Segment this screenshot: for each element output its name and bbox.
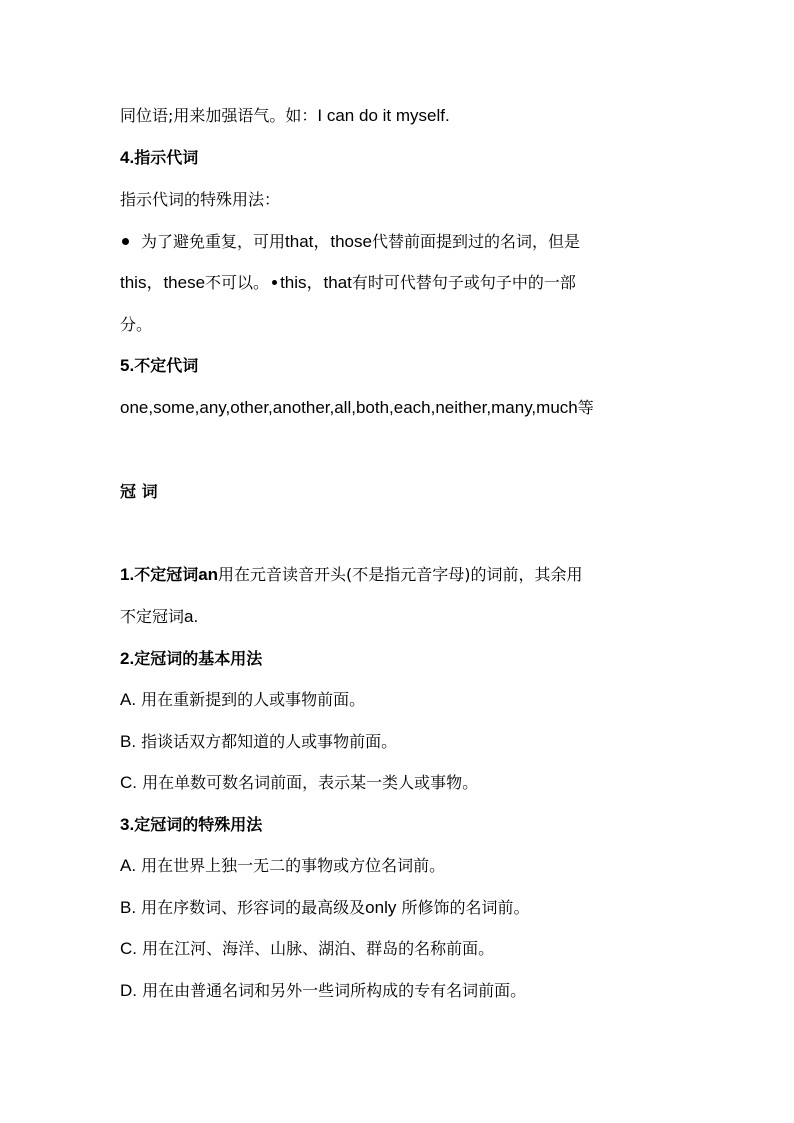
section-number: 5. (120, 356, 135, 375)
text-fragment: this，that (280, 273, 352, 292)
rule-number: 3. (120, 815, 135, 834)
text-fragment: an (198, 565, 219, 584)
text-fragment: this，these (120, 273, 206, 292)
article-rule-1-line-2 (120, 606, 198, 628)
article-rule-2-heading (120, 648, 262, 670)
item-letter: C. (120, 773, 137, 792)
article-rule-1-line-1 (120, 564, 583, 586)
list-item (120, 772, 478, 794)
item-letter: B. (120, 898, 137, 917)
section-number: 4. (120, 148, 135, 167)
item-text: 用在江河、海洋、山脉、湖泊、群岛的名称前面。 (142, 939, 495, 958)
item-text: 用在由普通名词和另外一些词所构成的专有名词前面。 (142, 981, 527, 1000)
rule-lead: 不定冠词 (134, 565, 199, 584)
list-item (120, 980, 526, 1002)
rule-title: 定冠词的基本用法 (134, 649, 263, 668)
item-text: 用在单数可数名词前面，表示某一类人或事物。 (142, 773, 479, 792)
item-letter: A. (120, 856, 137, 875)
rule-title: 定冠词的特殊用法 (134, 815, 263, 834)
item-letter: B. (120, 732, 137, 751)
section-5-list (120, 397, 594, 419)
list-item (120, 731, 397, 753)
text-fragment: 代替前面提到过的名词，但是 (371, 232, 580, 251)
text-fragment: only (365, 898, 397, 917)
item-text: 用在序数词、形容词的最高级及 (141, 898, 366, 917)
item-text: 所修饰的名词前。 (401, 898, 530, 917)
section-4-paragraph-line-1 (120, 231, 580, 253)
section-5-heading (120, 355, 198, 377)
section-4-heading (120, 147, 198, 169)
list-item (120, 855, 445, 877)
section-4-paragraph-line-2 (120, 272, 576, 294)
text-fragment: a. (184, 607, 199, 626)
list-item (120, 689, 365, 711)
intro-example: I can do it myself. (317, 106, 450, 125)
text-fragment: 不定冠词 (120, 607, 185, 626)
intro-text: 同位语;用来加强语气。如： (120, 106, 318, 125)
section-title: 指示代词 (134, 148, 199, 167)
item-letter: A. (120, 690, 137, 709)
section-4-paragraph-line-3: 分。 (120, 315, 153, 334)
item-text: 指谈话双方都知道的人或事物前面。 (141, 732, 398, 751)
text-fragment: that，those (285, 232, 372, 251)
rule-number: 1. (120, 565, 135, 584)
text-fragment: 为了避免重复，可用 (141, 232, 286, 251)
bullet-icon (122, 238, 129, 245)
item-letter: C. (120, 939, 137, 958)
item-text: 用在世界上独一无二的事物或方位名词前。 (141, 856, 446, 875)
text-fragment: 有时可代替句子或句子中的一部 (351, 273, 576, 292)
article-heading: 冠 词 (120, 482, 158, 501)
item-letter: D. (120, 981, 137, 1000)
section-title: 不定代词 (134, 356, 199, 375)
rule-number: 2. (120, 649, 135, 668)
section-4-subtitle: 指示代词的特殊用法： (120, 190, 281, 209)
intro-line (120, 105, 450, 127)
text-fragment: 用在元音读音开头(不是指元音字母)的词前，其余用 (218, 565, 583, 584)
article-rule-3-heading (120, 814, 262, 836)
list-item (120, 897, 529, 919)
item-text: 用在重新提到的人或事物前面。 (141, 690, 366, 709)
text-fragment: 不可以。 (205, 273, 270, 292)
list-item (120, 938, 494, 960)
bullet-icon (272, 280, 277, 285)
text-fragment: 等 (577, 398, 594, 417)
pronoun-list: one,some,any,other,another,all,both,each,neither,many,much (120, 398, 578, 417)
